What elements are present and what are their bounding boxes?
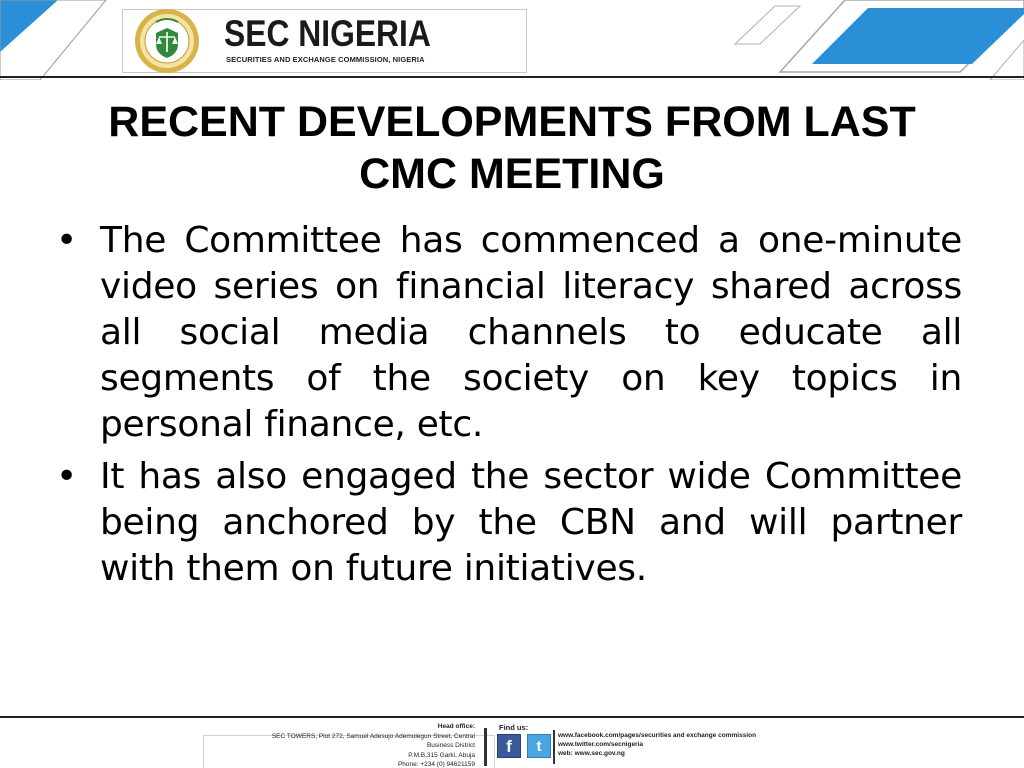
facebook-icon[interactable]: f	[497, 734, 521, 758]
twitter-link[interactable]: www.twitter.com/secnigeria	[558, 741, 644, 748]
address-line: SEC TOWERS, Plot 272, Samuel Adesujo Ademulegun Street, Central	[271, 732, 475, 740]
slide-title: RECENT DEVELOPMENTS FROM LAST CMC MEETING	[108, 98, 916, 198]
website-link[interactable]: web: www.sec.gov.ng	[558, 750, 625, 757]
address-line: Business District	[426, 742, 475, 749]
bullet-text: It has also engaged the sector wide Committee being anchored by the CBN and will partner with them on future initiatives.	[100, 456, 962, 589]
address-line: P.M.B.315 Garki, Abuja	[408, 751, 475, 759]
social-links	[558, 731, 756, 758]
twitter-icon[interactable]: t	[527, 734, 551, 758]
address-line: Phone: +234 (0) 94621159	[397, 761, 475, 768]
find-us-label: Find us:	[499, 723, 529, 732]
head-office-label: Head office:	[437, 723, 475, 730]
bullet-marker: •	[56, 220, 78, 261]
bullet-marker: •	[56, 456, 78, 497]
head-office-address	[205, 722, 475, 768]
brand-name: SEC NIGERIA	[224, 13, 431, 54]
header-divider	[0, 76, 1024, 78]
footer-divider	[0, 716, 1024, 718]
brand-subtitle: SECURITIES AND EXCHANGE COMMISSION, NIGERIA	[226, 55, 425, 64]
list-item	[56, 218, 962, 448]
facebook-link[interactable]: www.facebook.com/pages/securities and exchange commission	[558, 732, 757, 739]
bullet-list	[56, 218, 962, 598]
sec-seal-icon	[134, 8, 200, 74]
footer-separator	[553, 730, 555, 764]
bullet-text: The Committee has commenced a one-minute video series on financial literacy shared across all social media channels to educate all segments of the society on key topics in personal finance, etc.	[100, 220, 962, 445]
footer-separator	[484, 728, 487, 766]
list-item	[56, 454, 962, 592]
